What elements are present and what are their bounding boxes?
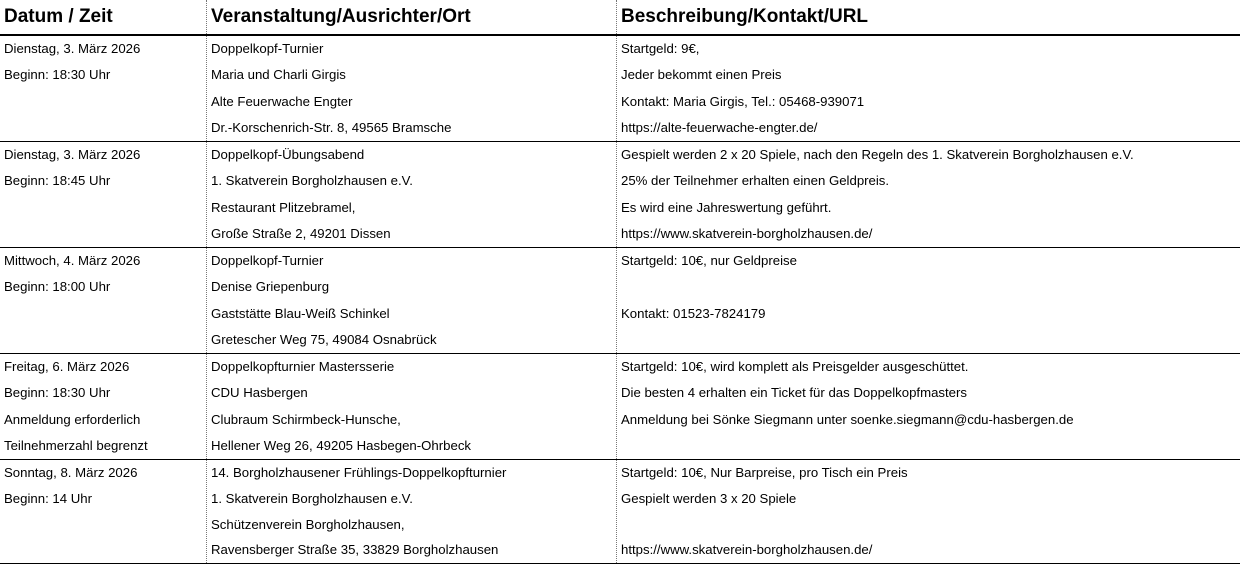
event-date: Dienstag, 3. März 2026 [4,147,141,162]
event-venue: Gaststätte Blau-Weiß Schinkel [211,305,390,321]
event-date-cell [0,142,206,247]
event-details-cell [206,354,616,459]
event-date-note [0,327,206,353]
event-info-line: Es wird eine Jahreswertung geführt. [621,199,832,215]
event-start-time: Beginn: 18:00 Uhr [4,279,111,295]
event-info-cell [616,36,1240,141]
event-info-line [617,274,1240,300]
event-venue: Alte Feuerwache Engter [211,93,353,109]
event-info-line: Jeder bekommt einen Preis [621,67,782,83]
event-organizer: 1. Skatverein Borgholzhausen e.V. [211,490,413,506]
event-date-note: Anmeldung erforderlich [4,411,141,427]
event-title: Doppelkopfturnier Mastersserie [211,359,395,374]
event-url[interactable]: https://www.skatverein-borgholzhausen.de/ [621,542,873,558]
event-date-note [0,195,206,221]
event-details-cell [206,460,616,563]
event-info-line: Startgeld: 10€, nur Geldpreise [621,253,797,268]
event-organizer: Maria und Charli Girgis [211,67,346,83]
event-date-cell [0,354,206,459]
event-date-note [0,221,206,247]
event-row [0,354,1240,460]
event-info-line: Kontakt: Maria Girgis, Tel.: 05468-939071 [621,93,865,109]
event-address: Große Straße 2, 49201 Dissen [211,225,391,241]
event-details-cell [206,36,616,141]
event-date-cell [0,460,206,563]
event-url[interactable]: https://www.skatverein-borgholzhausen.de/ [621,225,873,241]
event-info-cell [616,248,1240,353]
event-address: Dr.-Korschenrich-Str. 8, 49565 Bramsche [211,119,452,135]
event-start-time: Beginn: 18:30 Uhr [4,385,111,401]
event-venue: Restaurant Plitzebramel, [211,199,356,215]
event-title: Doppelkopf-Turnier [211,41,324,56]
event-row [0,36,1240,142]
event-details-cell [206,248,616,353]
header-description-contact-url: Beschreibung/Kontakt/URL [616,0,1240,34]
event-info-line [617,327,1240,353]
event-date-note [0,115,206,141]
event-date-note [0,512,206,538]
event-info-line [617,433,1240,459]
event-date: Dienstag, 3. März 2026 [4,41,141,56]
event-info-line: Gespielt werden 3 x 20 Spiele [621,490,797,506]
event-row [0,248,1240,354]
header-date-time: Datum / Zeit [4,6,113,27]
event-address: Hellener Weg 26, 49205 Hasbegen-Ohrbeck [211,437,472,453]
event-info-line: Gespielt werden 2 x 20 Spiele, nach den Regeln des 1. Skatverein Borgholzhausen e.V. [621,147,1134,162]
event-title: Doppelkopf-Übungsabend [211,147,365,162]
event-date-note [0,537,206,563]
event-info-line: Die besten 4 erhalten ein Ticket für das Doppelkopfmasters [621,385,967,401]
event-details-cell [206,142,616,247]
event-date-note: Teilnehmerzahl begrenzt [4,437,148,453]
event-row [0,142,1240,248]
event-info-line: Kontakt: 01523-7824179 [621,305,766,321]
event-date-cell [0,36,206,141]
event-info-line: Startgeld: 10€, wird komplett als Preisgelder ausgeschüttet. [621,359,969,374]
event-title: Doppelkopf-Turnier [211,253,324,268]
event-info-line [617,512,1240,538]
event-date-note [0,89,206,115]
event-title: 14. Borgholzhausener Frühlings-Doppelkopfturnier [211,465,507,480]
event-url[interactable]: https://alte-feuerwache-engter.de/ [621,119,818,135]
event-start-time: Beginn: 18:30 Uhr [4,67,111,83]
event-info-line: Startgeld: 10€, Nur Barpreise, pro Tisch ein Preis [621,465,908,480]
event-start-time: Beginn: 18:45 Uhr [4,173,111,189]
event-venue: Clubraum Schirmbeck-Hunsche, [211,411,401,427]
event-address: Gretescher Weg 75, 49084 Osnabrück [211,331,437,347]
event-organizer: 1. Skatverein Borgholzhausen e.V. [211,173,413,189]
event-start-time: Beginn: 14 Uhr [4,490,92,506]
event-date: Freitag, 6. März 2026 [4,359,130,374]
event-info-cell [616,460,1240,563]
table-header [0,0,1240,36]
event-info-line: 25% der Teilnehmer erhalten einen Geldpreis. [621,173,890,189]
event-venue: Schützenverein Borgholzhausen, [211,516,405,532]
event-organizer: Denise Griepenburg [211,279,330,295]
event-date-note [0,301,206,327]
event-info-cell [616,354,1240,459]
event-date: Sonntag, 8. März 2026 [4,465,138,480]
event-row [0,460,1240,564]
event-date: Mittwoch, 4. März 2026 [4,253,141,268]
event-organizer: CDU Hasbergen [211,385,308,401]
event-address: Ravensberger Straße 35, 33829 Borgholzhausen [211,542,499,558]
event-contact-email[interactable]: Anmeldung bei Sönke Siegmann unter soenke.siegmann@cdu-hasbergen.de [621,411,1074,427]
event-info-cell [616,142,1240,247]
event-info-line: Startgeld: 9€, [621,41,700,56]
event-date-cell [0,248,206,353]
header-event-organizer-location: Veranstaltung/Ausrichter/Ort [206,0,616,34]
